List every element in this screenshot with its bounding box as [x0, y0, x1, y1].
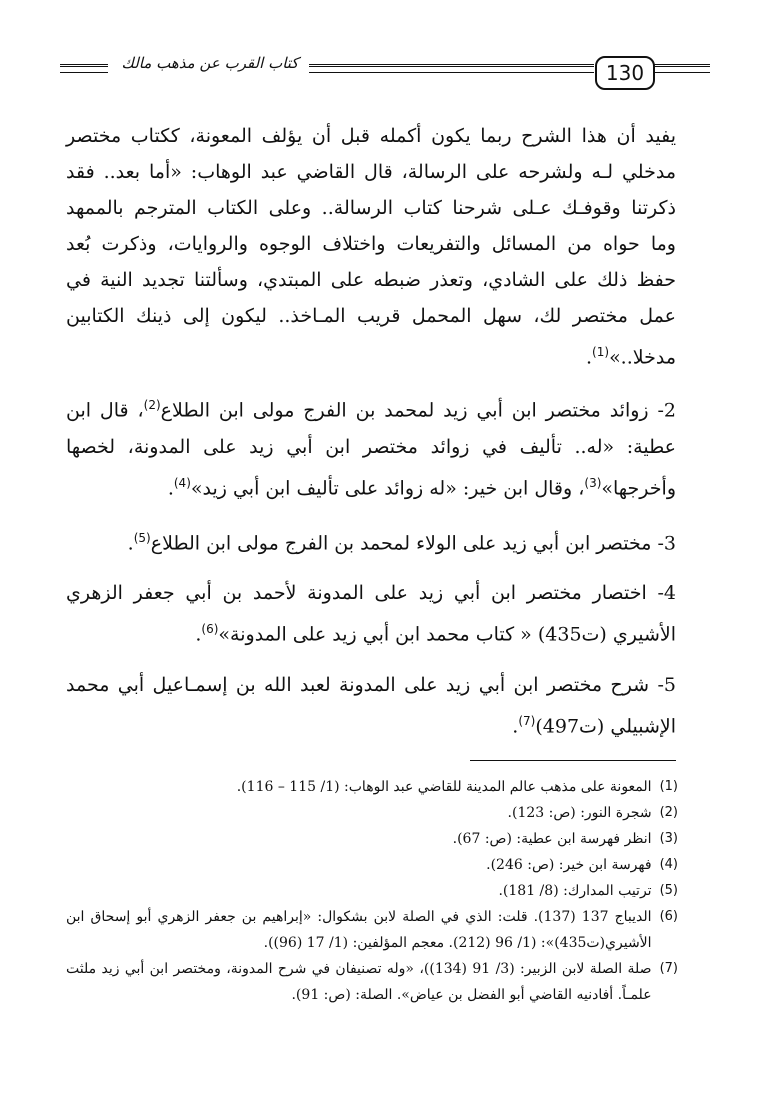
item-text: ، وقال ابن خير: «له زوائد على تأليف ابن أبي زيد»	[190, 476, 585, 499]
footnote-ref: (4)	[173, 475, 191, 490]
list-item	[66, 520, 676, 561]
footnote	[66, 826, 678, 852]
header-rule-right	[654, 64, 710, 73]
footnote	[66, 956, 678, 1008]
footnote-ref: (6)	[201, 622, 219, 637]
item-text: ، قال ابن عطية: «له.. تأليف في زوائد مختصر ابن أبي زيد على المدونة، لخصها وأخرجها»	[66, 399, 676, 499]
footnote-ref: (2)	[143, 398, 161, 413]
footnote-text: شجرة النور: (ص: 123).	[507, 805, 652, 821]
item-text: 2- زوائد مختصر ابن أبي زيد لمحمد بن الفرج مولى ابن الطلاع	[160, 399, 676, 422]
footnote-text: الديباج 137 (137). قلت: الذي في الصلة لابن بشكوال: «إبراهيم بن جعفر الزهري أبو إسحاق ابن الأشيري(ت435)»: (1/ 96 (212). معجم المؤلفين: (1/ 17 (96)).	[66, 909, 652, 951]
footnote-ref: (5)	[133, 530, 151, 545]
page-number: 130	[595, 56, 655, 90]
item-end: .	[195, 623, 202, 646]
footnote-text: انظر فهرسة ابن عطية: (ص: 67).	[452, 831, 652, 847]
item-end: .	[512, 714, 519, 737]
intro-text: يفيد أن هذا الشرح ربما يكون أكمله قبل أن يؤلف المعونة، ككتاب مختصر مدخلي لـه ولشرحه على الرسالة، قال القاضي عبد الوهاب: «أما بعد.. فقد ذكرتنا وقوفـك عـلى شرحنا كتاب الرسالة.. وعلى الكتاب المترجم بالممهد وما حواه من المسائل والتفريعات واختلاف الوجوه والروايات، وذكرت بُعد حفظ ذلك على الشادي، وتعذر ضبطه على المبتدي، وسألتنا تجديد النية في عمل مختصر لك، سهل المحمل قريب المـاخذ.. ليكون إلى ذينك الكتابين مدخلا..»	[66, 125, 676, 369]
intro-paragraph	[66, 118, 676, 375]
footnote-number: (4)	[659, 857, 678, 872]
footnote	[66, 774, 678, 800]
footnote-number: (1)	[659, 779, 678, 794]
footnote-ref: (1)	[592, 345, 610, 359]
footnote	[66, 878, 678, 904]
item-end: .	[127, 532, 134, 555]
item-end: .	[167, 476, 174, 499]
footnote-text: ترتيب المدارك: (8/ 181).	[498, 883, 652, 899]
footnote-number: (3)	[659, 831, 678, 846]
footnote-text: صلة الصلة لابن الزبير: (3/ 91 (134))، «وله تصنيفان في شرح المدونة، ومختصر ابن أبي زيد ملثت علمـاً. أفادنيه القاضي أبو الفضل بن عياض». الصلة: (ص: 91).	[66, 961, 652, 1003]
footnote-separator	[470, 760, 676, 761]
footnote-number: (2)	[659, 805, 678, 820]
header-rule-left	[60, 64, 108, 73]
item-text: 3- مختصر ابن أبي زيد على الولاء لمحمد بن الفرج مولى ابن الطلاع	[150, 532, 676, 555]
footnote-number: (6)	[659, 909, 678, 924]
footnote-ref: (7)	[518, 713, 536, 728]
footnote-text: المعونة على مذهب عالم المدينة للقاضي عبد الوهاب: (1/ 115 – 116).	[236, 779, 652, 795]
list-item	[66, 667, 676, 744]
footnotes	[66, 774, 678, 1008]
footnote-ref: (3)	[584, 475, 602, 490]
list-item	[66, 387, 676, 506]
footnote	[66, 904, 678, 956]
footnote-text: فهرسة ابن خير: (ص: 246).	[486, 857, 652, 873]
header-rule-middle	[309, 64, 594, 73]
footnote	[66, 800, 678, 826]
running-title: كتاب القرب عن مذهب مالك	[121, 54, 299, 72]
item-text: 5- شرح مختصر ابن أبي زيد على المدونة لعبد الله بن إسمـاعيل أبي محمد الإشبيلي (ت497)	[66, 673, 676, 737]
footnote-number: (7)	[659, 961, 678, 976]
page-header	[60, 52, 710, 96]
list-item	[66, 575, 676, 652]
footnote-number: (5)	[659, 883, 678, 898]
intro-end: .	[586, 346, 593, 369]
main-text	[66, 118, 676, 758]
footnote	[66, 852, 678, 878]
item-text: 4- اختصار مختصر ابن أبي زيد على المدونة لأحمد بن أبي جعفر الزهري الأشيري (ت435) « كتاب محمد ابن أبي زيد على المدونة»	[66, 582, 676, 646]
